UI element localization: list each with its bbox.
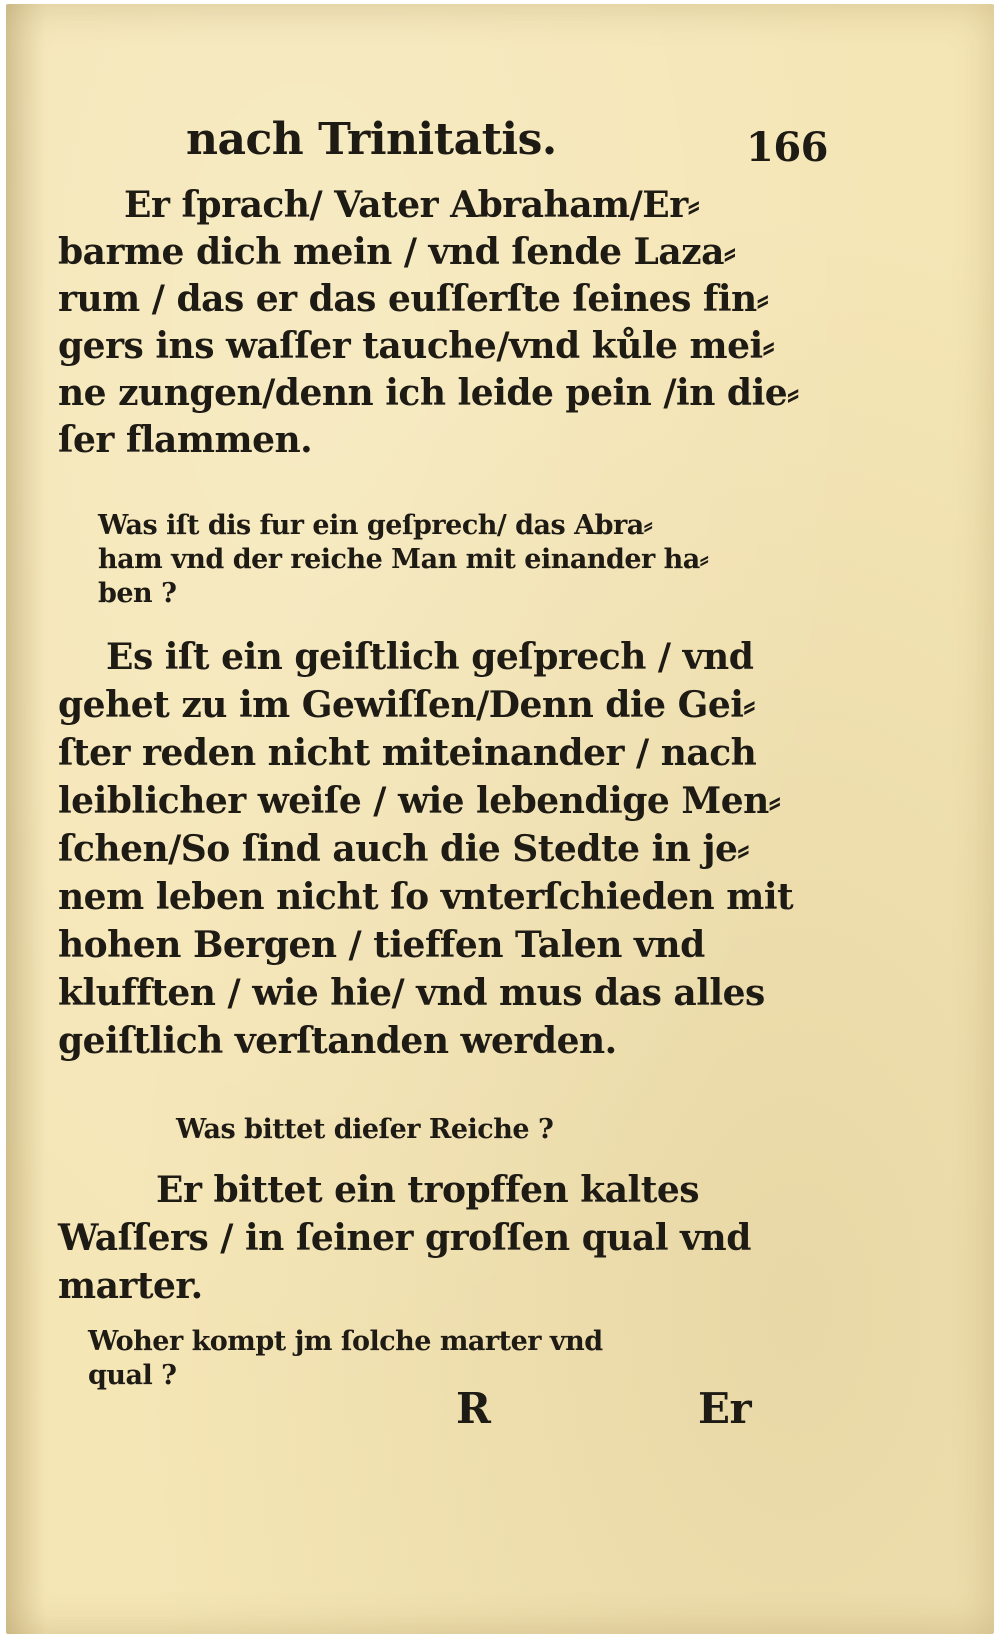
- book-page: [6, 4, 994, 1634]
- text-line: gers ins waſſer tauche/vnd kůle mei⸗: [58, 325, 775, 367]
- page-gutter-shadow: [6, 4, 46, 1634]
- text-line: gehet zu im Gewiſſen/Denn die Gei⸗: [58, 684, 755, 726]
- text-line: ſer flammen.: [58, 419, 313, 461]
- running-title: nach Trinitatis.: [186, 114, 557, 165]
- text-line: rum / das er das euſſerſte ſeines fin⸗: [58, 278, 769, 320]
- text-line: Es iſt ein geiſtlich geſprech / vnd: [106, 636, 754, 678]
- text-line: klufften / wie hie/ vnd mus das alles: [58, 972, 765, 1014]
- text-line: geiſtlich verſtanden werden.: [58, 1020, 617, 1062]
- question-line: Was bittet dieſer Reiche ?: [176, 1114, 554, 1145]
- text-line: ne zungen/denn ich leide pein /in die⸗: [58, 372, 799, 414]
- text-line: Waſſers / in ſeiner groſſen qual vnd: [58, 1217, 751, 1259]
- question-line: Woher kompt jm ſolche marter vnd: [88, 1326, 603, 1357]
- question-line: Was iſt dis fur ein geſprech/ das Abra⸗: [98, 510, 653, 541]
- signature-mark: R: [456, 1384, 491, 1433]
- text-line: leiblicher weiſe / wie lebendige Men⸗: [58, 780, 781, 822]
- text-line: Er ſprach/ Vater Abraham/Er⸗: [124, 184, 700, 226]
- text-line: marter.: [58, 1265, 203, 1307]
- text-line: hohen Bergen / tieffen Talen vnd: [58, 924, 705, 966]
- text-line: barme dich mein / vnd ſende Laza⸗: [58, 231, 736, 273]
- text-line: nem leben nicht ſo vnterſchieden mit: [58, 876, 794, 918]
- text-line: Er bittet ein tropffen kaltes: [156, 1169, 700, 1211]
- question-line: ben ?: [98, 578, 177, 609]
- question-line: ham vnd der reiche Man mit einander ha⸗: [98, 544, 709, 575]
- question-line: qual ?: [88, 1360, 177, 1391]
- text-line: ſchen/So ſind auch die Stedte in je⸗: [58, 828, 749, 870]
- text-line: ſter reden nicht miteinander / nach: [58, 732, 757, 774]
- catchword: Er: [698, 1384, 752, 1433]
- page-number: 166: [746, 124, 828, 171]
